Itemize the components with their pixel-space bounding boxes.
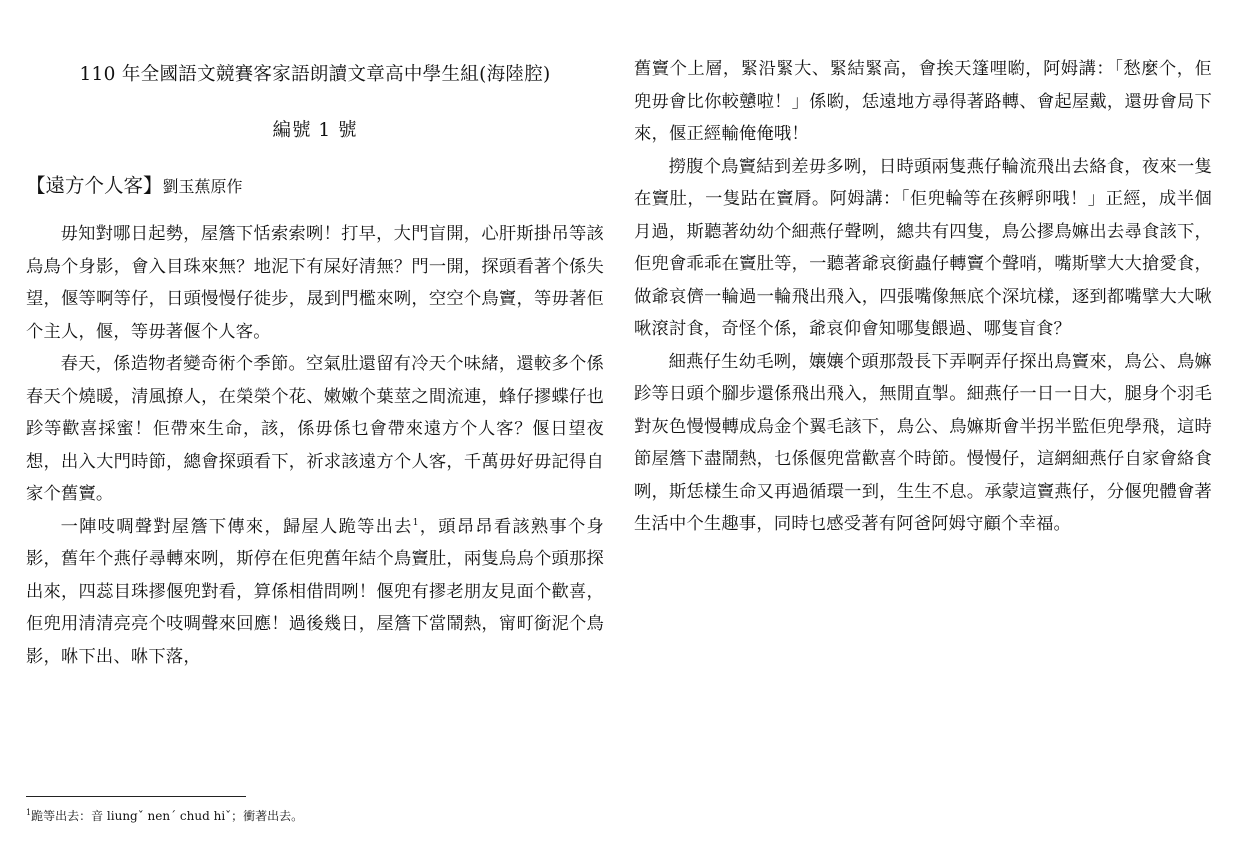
article-title: 【遠方个人客】	[26, 174, 163, 197]
paragraph-3-start: 一陣吱啁聲對屋簷下傳來，歸屋人跪等出去	[60, 516, 413, 537]
footnote-marker: 1	[26, 808, 32, 817]
footnote	[26, 808, 303, 824]
paragraph-3-rest: ，頭昂昂看該熟事个身影，舊年个燕仔尋轉來咧，斯停在佢兜舊年結个鳥竇肚，兩隻烏烏个頭那探出來，四蕊目珠摎偃兜對看，算係相借問咧！偃兜有摎老朋友見面个歡喜，佢兜用清清亮亮个吱啁聲來回應！過後幾日，屋簷下當鬧熱，甯町銜泥个鳥影，咻下出、咻下落，	[26, 516, 604, 667]
paragraph-5: 細燕仔生幼毛咧，孃孃个頭那殼長下弄啊弄仔探出鳥竇來，鳥公、鳥嫲跈等日頭个腳步還係飛出飛入，無閒直掣。細燕仔一日一日大，腿身个羽毛對灰色慢慢轉成烏金个翼毛該下，鳥公、鳥嫲斯會半拐半監佢兜學飛，這時節屋簷下盡鬧熱，乜係偃兜當歡喜个時節。慢慢仔，這網細燕仔自家會絡食咧，斯恁樣生命又再過循環一到，生生不息。承蒙這竇燕仔，分偃兜體會著生活中个生趣事，同時乜感受著有阿爸阿姆守顧个幸福。	[634, 351, 1212, 534]
paragraph-3	[26, 511, 604, 674]
right-text-flow	[634, 53, 1212, 541]
paragraph-3-continued: 舊竇个上層，緊沿緊大、緊結緊高，會挨天篷哩喲，阿姆講：「愁麼个，佢兜毋會比你較戇啦！」係喲，恁遠地方尋得著路轉、會起屋戴，還毋會局下來，偃正經輸俺俺哦！	[634, 59, 1212, 144]
article-author: 劉玉蕉原作	[162, 177, 243, 196]
paragraph-4: 撈腹个鳥竇結到差毋多咧，日時頭兩隻燕仔輪流飛出去絡食，夜來一隻在竇肚，一隻跍在竇脣。阿姆講：「佢兜輪等在孩孵卵哦！」正經，成半個月過，斯聽著幼幼个細燕仔聲咧，總共有四隻，鳥公摎鳥嫲出去尋食該下，佢兜會乖乖在竇肚等，一聽著爺哀銜蟲仔轉竇个聲哨，嘴斯擘大大搶愛食，做爺哀儕一輪過一輪飛出飛入，四張嘴像無底个深坑樣，逐到都嘴擘大大啾啾滾討食，奇怪个係，爺哀仰會知哪隻餵過、哪隻盲食？	[634, 156, 1212, 339]
paragraph-2: 春天，係造物者變奇術个季節。空氣肚還留有冷天个味緒，還較多个係春天个燒暖，清風撩人，在榮榮个花、嫩嫩个葉莖之間流連，蜂仔摎蝶仔也跈等歡喜採蜜！佢帶來生命，該，係毋係乜會帶來遠方个人客？偃日望夜想，出入大門時節，總會探頭看下，祈求該遠方个人客，千萬毋好毋記得自家个舊竇。	[26, 354, 604, 504]
paragraph-1: 毋知對哪日起勢，屋簷下恬索索咧！打早，大門盲開，心肝斯掛吊等該烏鳥个身影，會入目珠來無？地泥下有屎好清無？門一開，探頭看著个係失望，偃等啊等仔，日頭慢慢仔徙步，晟到門檻來咧，空空个鳥竇，等毋著佢个主人，偃，等毋著偃个人客。	[26, 224, 604, 342]
document-title: 110 年全國語文競賽客家語朗讀文章高中學生組(海陸腔)	[79, 64, 551, 85]
article-heading	[26, 172, 243, 201]
footnote-ref: 1	[412, 517, 419, 528]
left-text-flow	[26, 218, 604, 673]
document-number: 編號 1 號	[272, 120, 358, 141]
footnote-text: 跪等出去：音 liungˇ nenˊ chud hiˇ；衝著出去。	[31, 809, 304, 823]
footnote-divider	[26, 796, 246, 797]
